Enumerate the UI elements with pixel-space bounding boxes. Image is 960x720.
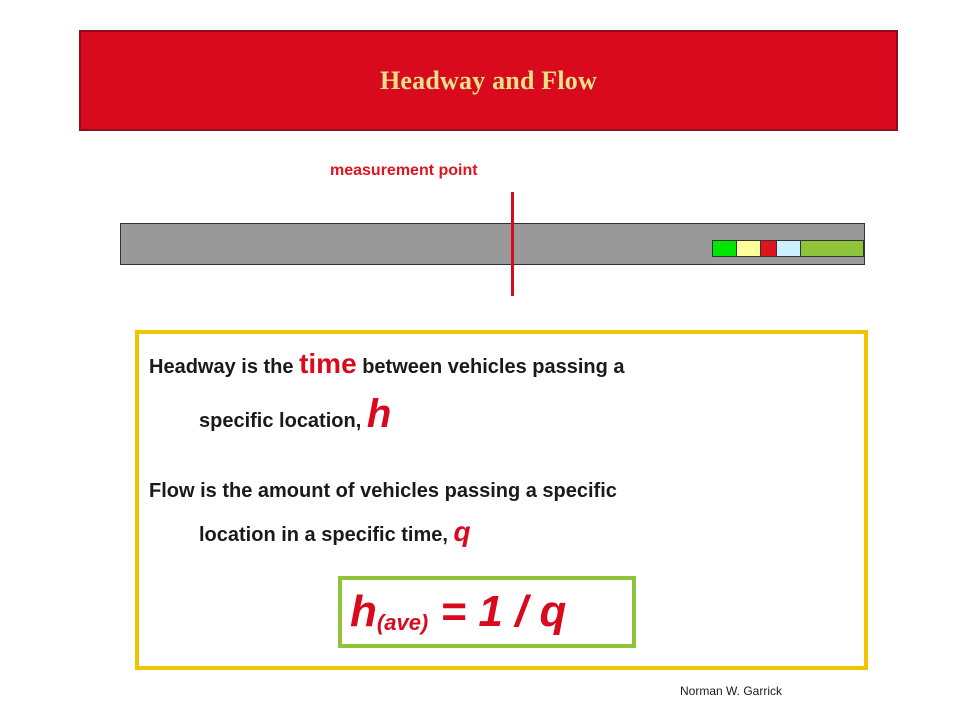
vehicle-4 xyxy=(776,240,801,257)
flow-line-2 xyxy=(199,516,471,548)
flow-line-1: Flow is the amount of vehicles passing a specific xyxy=(149,480,617,502)
measurement-line xyxy=(511,192,514,296)
formula-rest: = 1 / q xyxy=(428,587,567,636)
formula-subscript: (ave) xyxy=(376,610,429,635)
formula-h: h xyxy=(350,587,377,636)
measurement-point-label: measurement point xyxy=(330,162,478,179)
slide-title: Headway and Flow xyxy=(379,65,597,95)
author-credit: Norman W. Garrick xyxy=(680,684,783,698)
vehicle-3 xyxy=(760,240,777,257)
headway-middle: between vehicles passing a xyxy=(356,356,625,378)
headway-line-2 xyxy=(199,392,391,437)
headway-line2-text: specific location, xyxy=(199,410,367,432)
headway-emphasis: time xyxy=(299,348,357,379)
headway-line-1 xyxy=(149,348,625,380)
flow-line2-text: location in a specific time, xyxy=(199,524,454,546)
flow-symbol: q xyxy=(453,516,471,547)
vehicle-1 xyxy=(712,240,737,257)
vehicle-5 xyxy=(800,240,864,257)
definition-box xyxy=(135,330,868,670)
headway-symbol: h xyxy=(366,392,392,436)
formula-box xyxy=(338,576,636,648)
headway-prefix: Headway is the xyxy=(149,356,300,378)
vehicle-2 xyxy=(736,240,761,257)
title-banner xyxy=(79,30,898,131)
formula xyxy=(350,587,567,636)
